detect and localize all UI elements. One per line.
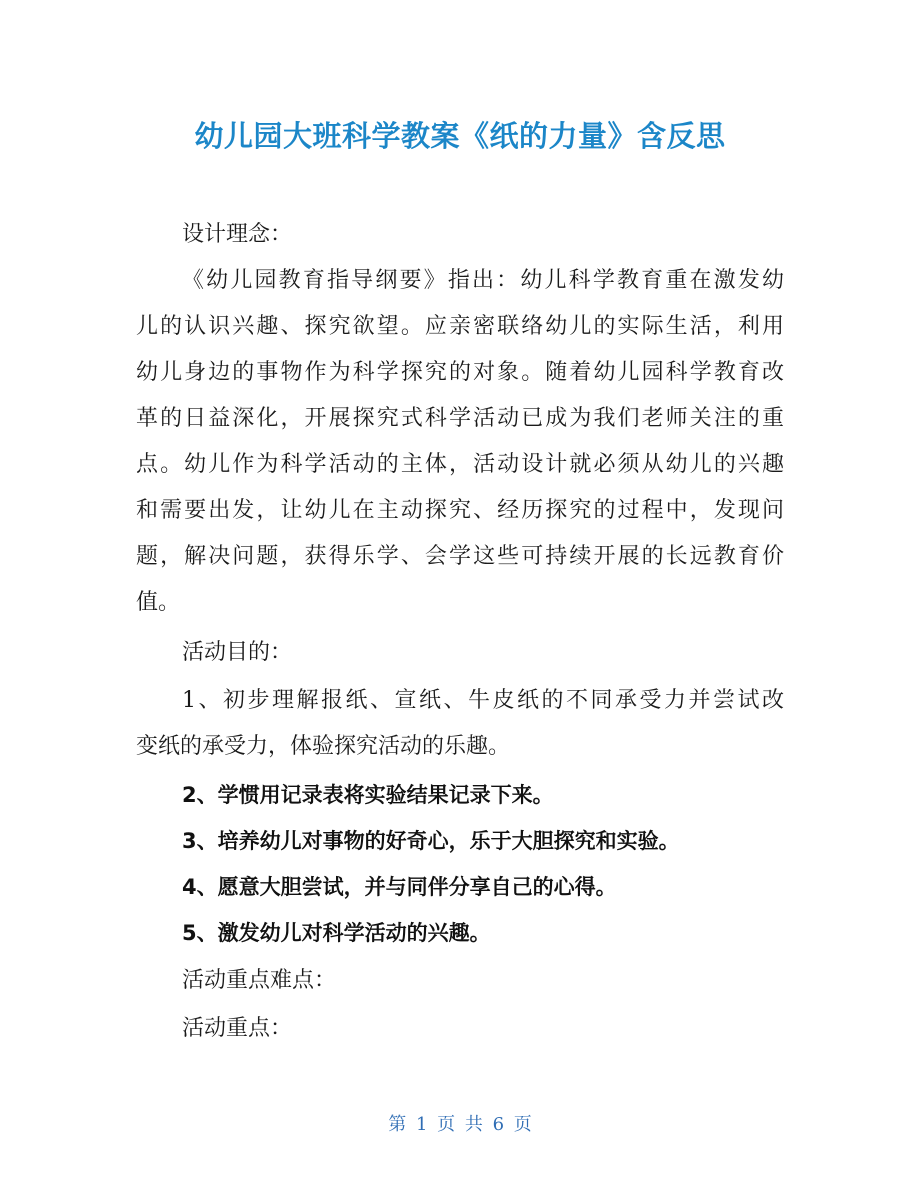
goal-item-5: 5、激发幼儿对科学活动的兴趣。: [182, 921, 491, 945]
heading-key-points: 活动重点：: [182, 1016, 293, 1041]
paragraph-line: 题，解决问题，获得乐学、会学这些可持续开展的长远教育价: [136, 544, 784, 569]
page-number-footer: 第 1 页 共 6 页: [388, 1114, 532, 1135]
goal-item-3: 3、培养幼儿对事物的好奇心，乐于大胆探究和实验。: [182, 829, 680, 853]
paragraph-line: 值。: [136, 590, 181, 615]
goal-item-1-continued: 变纸的承受力，体验探究活动的乐趣。: [136, 734, 511, 759]
goal-item-4: 4、愿意大胆尝试，并与同伴分享自己的心得。: [182, 875, 617, 899]
goal-item-2: 2、学惯用记录表将实验结果记录下来。: [182, 783, 554, 807]
paragraph-line: 革的日益深化，开展探究式科学活动已成为我们老师关注的重: [136, 406, 784, 431]
heading-activity-goals: 活动目的：: [182, 640, 293, 665]
document-title: 幼儿园大班科学教案《纸的力量》含反思: [194, 119, 726, 153]
heading-design-concept: 设计理念：: [182, 222, 293, 247]
heading-key-difficult-points: 活动重点难点：: [182, 968, 337, 993]
paragraph-line: 儿的认识兴趣、探究欲望。应亲密联络幼儿的实际生活，利用: [136, 314, 784, 339]
paragraph-line: 点。幼儿作为科学活动的主体，活动设计就必须从幼儿的兴趣: [136, 452, 784, 477]
paragraph-line: 和需要出发，让幼儿在主动探究、经历探究的过程中，发现问: [136, 498, 784, 523]
paragraph-line: 《幼儿园教育指导纲要》指出：幼儿科学教育重在激发幼: [182, 268, 784, 293]
goal-item-1: 1、初步理解报纸、宣纸、牛皮纸的不同承受力并尝试改: [182, 688, 784, 713]
paragraph-line: 幼儿身边的事物作为科学探究的对象。随着幼儿园科学教育改: [136, 360, 784, 385]
